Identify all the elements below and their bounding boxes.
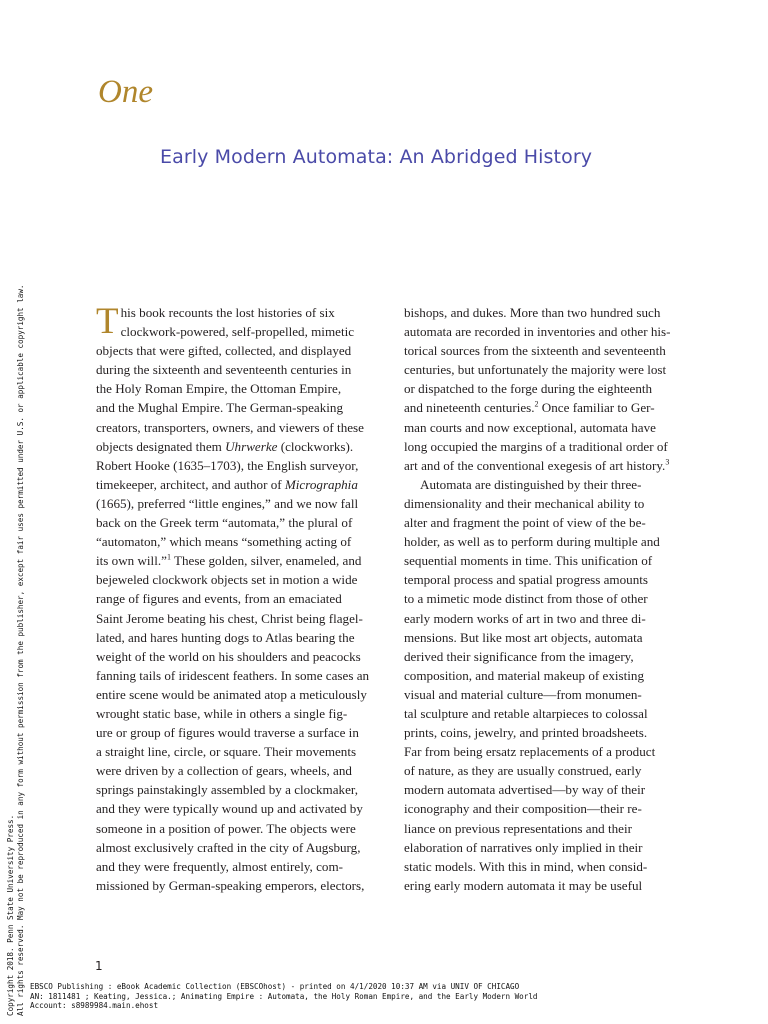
body-line: or dispatched to the forge during the eighteenth bbox=[404, 381, 653, 397]
body-line: bishops, and dukes. More than two hundred such bbox=[404, 305, 661, 320]
right-column bbox=[404, 303, 682, 895]
text-run: Once familiar to Ger- bbox=[538, 400, 655, 416]
body-line bbox=[96, 475, 374, 494]
body-line: bejeweled clockwork objects set in motion a wide bbox=[96, 572, 358, 588]
body-line: static models. With this in mind, when consid- bbox=[404, 858, 648, 874]
body-line: back on the Greek term “automata,” the plural of bbox=[96, 515, 353, 531]
body-line: Far from being ersatz replacements of a product bbox=[404, 744, 656, 760]
copyright-notice bbox=[6, 0, 25, 1020]
text-run: timekeeper, architect, and author of bbox=[96, 476, 285, 492]
footer-line-book-info: AN: 1811481 ; Keating, Jessica.; Animating Empire : Automata, the Holy Roman Empire, and the Early Modern World bbox=[30, 991, 538, 1001]
body-line: fanning tails of iridescent feathers. In some cases an bbox=[96, 667, 370, 683]
body-line: entire scene would be animated atop a meticulously bbox=[96, 686, 367, 702]
body-line: clockwork-powered, self-propelled, mimetic bbox=[120, 324, 355, 340]
body-line: almost exclusively crafted in the city of Augsburg, bbox=[96, 839, 361, 855]
body-line: his book recounts the lost histories of six bbox=[120, 305, 335, 320]
body-line: Saint Jerome beating his chest, Christ being flagel- bbox=[96, 610, 363, 626]
body-line: and they were typically wound up and activated by bbox=[96, 801, 363, 817]
italic-term: Micrographia bbox=[284, 476, 358, 492]
body-line: ure or group of figures would traverse a surface in bbox=[96, 725, 359, 741]
body-line: during the sixteenth and seventeenth centuries in bbox=[96, 362, 352, 378]
ebsco-footer bbox=[30, 982, 537, 1011]
body-line bbox=[96, 437, 374, 456]
footnote-marker: 1 bbox=[166, 552, 171, 562]
body-line: (1665), preferred “little engines,” and we now fall bbox=[96, 495, 359, 511]
body-line: of nature, as they are usually construed, early bbox=[404, 763, 642, 779]
footnote-marker: 2 bbox=[534, 400, 539, 410]
body-line: and the Mughal Empire. The German-speaking bbox=[96, 400, 344, 416]
body-line: were driven by a collection of gears, wheels, and bbox=[96, 763, 352, 779]
body-line: sequential moments in time. This unification of bbox=[404, 553, 653, 569]
body-line: prints, coins, jewelry, and printed broadsheets. bbox=[404, 725, 648, 741]
chapter-number: One bbox=[98, 74, 153, 110]
drop-cap: T bbox=[96, 301, 119, 342]
body-line: alter and fragment the point of view of the be- bbox=[404, 515, 646, 531]
copyright-line: Copyright 2018. Penn State University Press. bbox=[6, 814, 15, 1016]
text-run: objects designated them bbox=[96, 438, 226, 454]
body-line: springs painstakingly assembled by a clockmaker, bbox=[96, 782, 359, 798]
body-line: someone in a position of power. The objects were bbox=[96, 820, 356, 836]
body-line: Robert Hooke (1635–1703), the English surveyor, bbox=[96, 457, 359, 473]
body-line bbox=[404, 456, 682, 475]
body-line: man courts and now exceptional, automata have bbox=[404, 419, 656, 435]
body-line: the Holy Roman Empire, the Ottoman Empire, bbox=[96, 381, 342, 397]
body-line: visual and material culture—from monumen- bbox=[404, 686, 642, 702]
italic-term: Uhrwerke bbox=[225, 438, 278, 454]
body-line bbox=[96, 551, 374, 570]
body-line: tal sculpture and retable altarpieces to colossal bbox=[404, 705, 648, 721]
left-column bbox=[96, 303, 374, 895]
body-line: automata are recorded in inventories and other his- bbox=[404, 324, 671, 340]
footnote-marker: 3 bbox=[665, 457, 670, 467]
body-line: mensions. But like most art objects, automata bbox=[404, 629, 643, 645]
body-line: missioned by German-speaking emperors, electors, bbox=[96, 877, 365, 893]
body-line: dimensionality and their mechanical ability to bbox=[404, 495, 645, 511]
body-line bbox=[404, 398, 682, 417]
footer-line-print-info: EBSCO Publishing : eBook Academic Collection (EBSCOhost) - printed on 4/1/2020 10:37 AM via UNIV OF CHICAGO bbox=[30, 982, 520, 991]
text-run: and nineteenth centuries. bbox=[404, 400, 535, 416]
footer-line-account: Account: s8989984.main.ehost bbox=[30, 1001, 159, 1011]
text-run: (clockworks). bbox=[277, 438, 354, 454]
body-line: weight of the world on his shoulders and peacocks bbox=[96, 648, 361, 664]
body-line: early modern works of art in two and three di- bbox=[404, 610, 646, 626]
body-line: modern automata advertised—by way of their bbox=[404, 782, 646, 798]
body-line: to a mimetic mode distinct from those of other bbox=[404, 591, 648, 607]
body-line: iconography and their composition—their re- bbox=[404, 801, 642, 817]
body-line: derived their significance from the imagery, bbox=[404, 648, 634, 664]
text-run: art and of the conventional exegesis of art history. bbox=[404, 457, 666, 473]
body-line: lated, and hares hunting dogs to Atlas bearing the bbox=[96, 629, 355, 645]
body-line: and they were frequently, almost entirely, com- bbox=[96, 858, 343, 874]
body-line: range of figures and events, from an emaciated bbox=[96, 591, 342, 607]
body-line: centuries, but unfortunately the majority were lost bbox=[404, 362, 667, 378]
chapter-title: Early Modern Automata: An Abridged History bbox=[160, 146, 593, 168]
body-line: ering early modern automata it may be useful bbox=[404, 877, 643, 893]
body-line: torical sources from the sixteenth and seventeenth bbox=[404, 343, 666, 359]
body-line: composition, and material makeup of existing bbox=[404, 667, 644, 683]
body-line: elaboration of narratives only implied in their bbox=[404, 839, 643, 855]
body-line: “automaton,” which means “something acting of bbox=[96, 534, 352, 550]
body-line: holder, as well as to perform during multiple and bbox=[404, 534, 660, 550]
text-run: These golden, silver, enameled, and bbox=[170, 553, 362, 569]
body-line: temporal process and spatial progress amounts bbox=[404, 572, 648, 588]
body-line: Automata are distinguished by their three- bbox=[420, 476, 642, 492]
body-line: a straight line, circle, or square. Their movements bbox=[96, 744, 357, 760]
body-line: wrought static base, while in others a single fig- bbox=[96, 705, 348, 721]
text-run: its own will.” bbox=[96, 553, 167, 569]
body-line: liance on previous representations and their bbox=[404, 820, 632, 836]
body-line: objects that were gifted, collected, and displayed bbox=[96, 343, 352, 359]
body-line: long occupied the margins of a traditional order of bbox=[404, 438, 668, 454]
body-line: creators, transporters, owners, and viewers of these bbox=[96, 419, 364, 435]
page-number: 1 bbox=[95, 959, 103, 973]
rights-line: All rights reserved. May not be reproduced in any form without permission from the publisher, except fair uses permitted under U.S. or applicable copyright law. bbox=[15, 284, 25, 1016]
